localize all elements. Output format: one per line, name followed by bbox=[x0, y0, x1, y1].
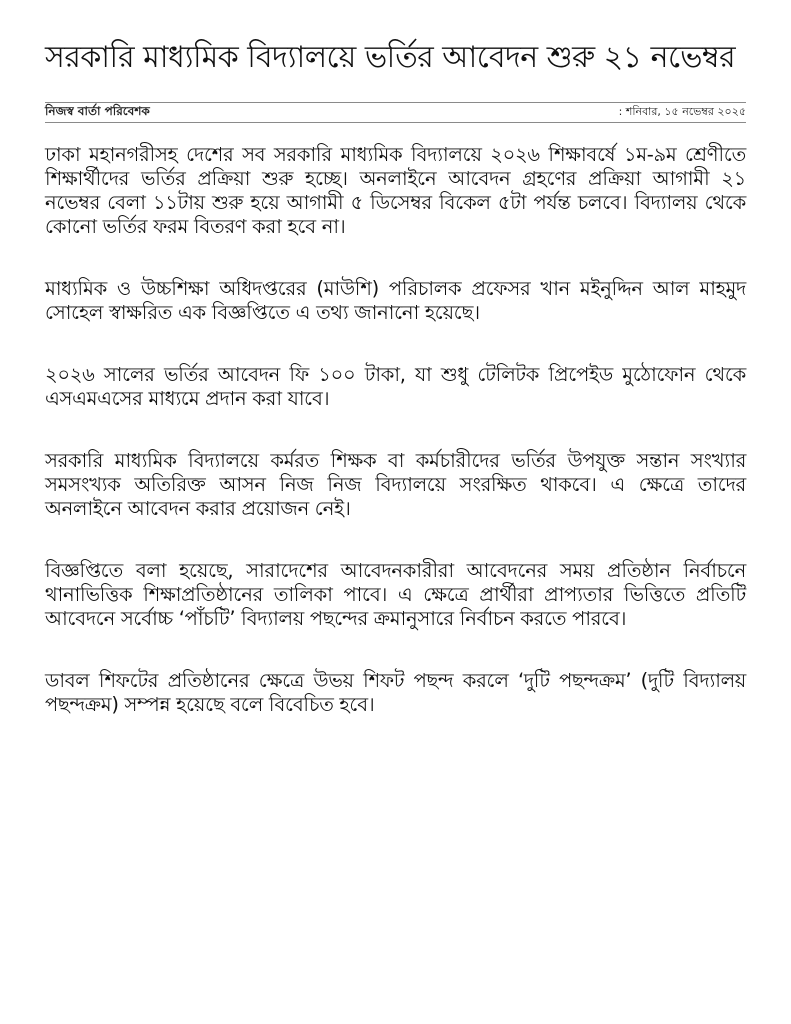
article-body bbox=[45, 143, 746, 717]
paragraph-1: ঢাকা মহানগরীসহ দেশের সব সরকারি মাধ্যমিক বিদ্যালয়ে ২০২৬ শিক্ষাবর্ষে ১ম-৯ম শ্রেণীতে শিক্ষার্থীদের ভর্তির প্রক্রিয়া শুরু হচ্ছে। অনলাইনে আবেদন গ্রহণের প্রক্রিয়া আগামী ২১ নভেম্বর বেলা ১১টায় শুরু হয়ে আগামী ৫ ডিসেম্বর বিকেল ৫টা পর্যন্ত চলবে। বিদ্যালয় থেকে কোনো ভর্তির ফরম বিতরণ করা হবে না। bbox=[45, 143, 746, 238]
paragraph-6: ডাবল শিফটের প্রতিষ্ঠানের ক্ষেত্রে উভয় শিফট পছন্দ করলে ‘দুটি পছন্দক্রম’ (দুটি বিদ্যালয় পছন্দক্রম) সম্পন্ন হয়েছে বলে বিবেচিত হবে। bbox=[45, 669, 746, 716]
paragraph-2: মাধ্যমিক ও উচ্চশিক্ষা অধিদপ্তরের (মাউশি) পরিচালক প্রফেসর খান মইনুদ্দিন আল মাহমুদ সোহেল স্বাক্ষরিত এক বিজ্ঞপ্তিতে এ তথ্য জানানো হয়েছে। bbox=[45, 277, 746, 324]
paragraph-5: বিজ্ঞপ্তিতে বলা হয়েছে, সারাদেশের আবেদনকারীরা আবেদনের সময় প্রতিষ্ঠান নির্বাচনে থানাভিত্তিক শিক্ষাপ্রতিষ্ঠানের তালিকা পাবে। এ ক্ষেত্রে প্রার্থীরা প্রাপ্যতার ভিত্তিতে প্রতিটি আবেদনে সর্বোচ্চ ‘পাঁচটি’ বিদ্যালয় পছন্দের ক্রমানুসারে নির্বাচন করতে পারবে। bbox=[45, 559, 746, 630]
headline: সরকারি মাধ্যমিক বিদ্যালয়ে ভর্তির আবেদন শুরু ২১ নভেম্বর bbox=[45, 40, 736, 75]
publish-date: : শনিবার, ১৫ নভেম্বর ২০২৫ bbox=[618, 105, 746, 118]
article bbox=[45, 40, 746, 755]
author: নিজস্ব বার্তা পরিবেশক bbox=[45, 103, 150, 118]
byline-bar bbox=[45, 102, 746, 123]
paragraph-3: ২০২৬ সালের ভর্তির আবেদন ফি ১০০ টাকা, যা শুধু টেলিটক প্রিপেইড মুঠোফোন থেকে এসএমএসের মাধ্যমে প্রদান করা যাবে। bbox=[45, 363, 746, 410]
paragraph-4: সরকারি মাধ্যমিক বিদ্যালয়ে কর্মরত শিক্ষক বা কর্মচারীদের ভর্তির উপযুক্ত সন্তান সংখ্যার সমসংখ্যক অতিরিক্ত আসন নিজ নিজ বিদ্যালয়ে সংরক্ষিত থাকবে। এ ক্ষেত্রে তাদের অনলাইনে আবেদন করার প্রয়োজন নেই। bbox=[45, 449, 746, 520]
